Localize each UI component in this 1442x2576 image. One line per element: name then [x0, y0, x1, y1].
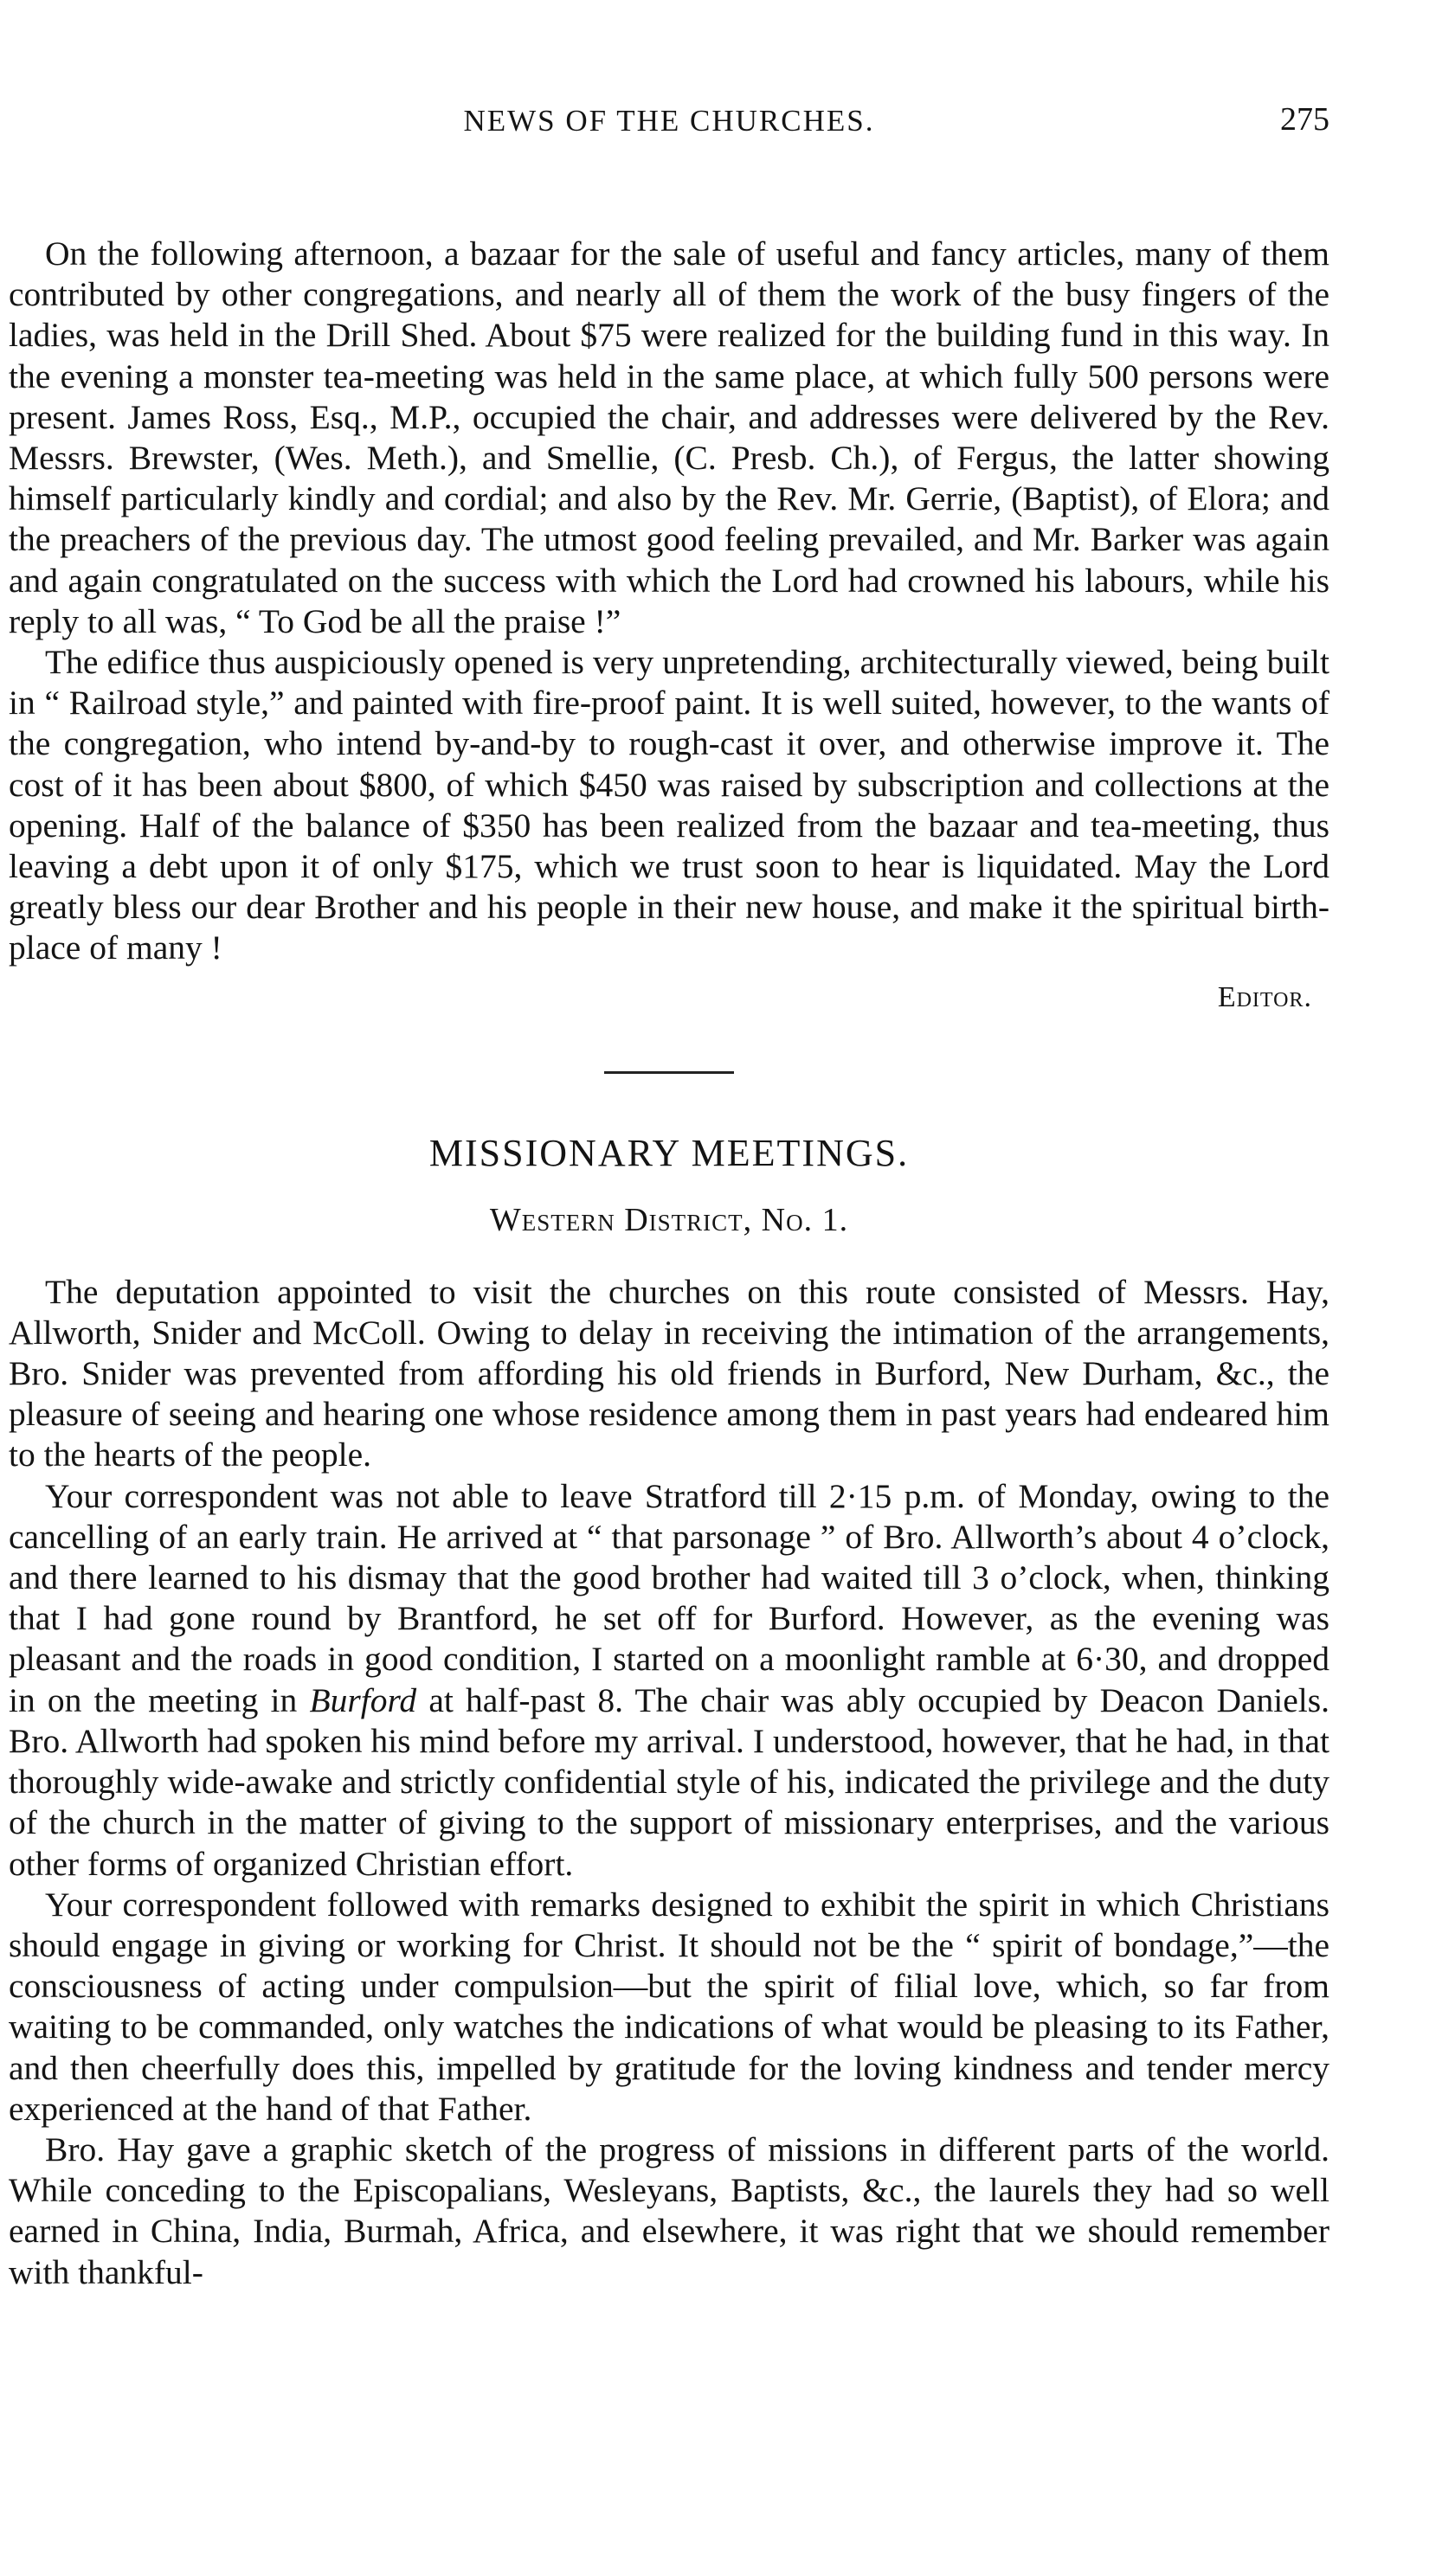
paragraph: Bro. Hay gave a graphic sketch of the progress of missions in different parts of the world. While conceding to the Episcopalians, Wesleyans, Baptists, &c., the laurels they had so well earned in China, India, Burmah, Africa, and elsewhere, it was right that we should remember with thankful- — [9, 2130, 1329, 2291]
page-number: 275 — [1280, 101, 1329, 138]
section-subtitle: Western District, No. 1. — [489, 1201, 849, 1238]
paragraph — [9, 1476, 1329, 1885]
article-missionary-meetings — [9, 1131, 1329, 2293]
section-title: MISSIONARY MEETINGS. — [428, 1131, 910, 1174]
place-name-italic: Burford — [309, 1680, 417, 1719]
paragraph-text: at half-past 8. The chair was ably occupied by Deacon Daniels. Bro. Allworth had spoken his mind before my arrival. I understood, however, that he had, in that thoroughly wide-awake and strictly confidential style of his, indicated the privilege and the duty of the church in the matter of giving to the support of missionary enterprises, and the various other forms of organized Christian effort. — [9, 1680, 1329, 1883]
running-head — [9, 0, 1329, 138]
paragraph-text: Your correspondent was not able to leave Stratford till 2·15 p.m. of Monday, owing to the cancelling of an early train. He arrived at “ that parsonage ” of Bro. Allworth’s about 4 o’clock, and there learned to his dismay that the good brother had waited till 3 o’clock, when, thinking that I had gone round by Brantford, he set off for Burford. However, as the evening was pleasant and the roads in good condition, I started on a moonlight ramble at 6·30, and dropped in on the meeting in — [9, 1476, 1329, 1719]
paragraph: The edifice thus auspiciously opened is very unpretending, architecturally viewed, being built in “ Railroad style,” and painted with fire-proof paint. It is well suited, however, to the wants of the congregation, who intend by-and-by to rough-cast it over, and otherwise improve it. The cost of it has been about $800, of which $450 was raised by subscription and collections at the opening. Half of the balance of $350 has been realized from the bazaar and tea-meeting, thus leaving a debt upon it of only $175, which we trust soon to hear is liquidated. May the Lord greatly bless our dear Brother and his people in their new house, and make it the spiritual birth-place of many ! — [9, 643, 1329, 967]
article-bazaar — [9, 234, 1329, 1014]
paragraph: The deputation appointed to visit the churches on this route consisted of Messrs. Hay, Allworth, Snider and McColl. Owing to delay in receiving the intimation of the arrangements, Bro. Snider was prevented from affording his old friends in Burford, New Durham, &c., the pleasure of seeing and hearing one whose residence among them in past years had endeared him to the hearts of the people. — [9, 1272, 1329, 1474]
editor-signature: Editor. — [1217, 980, 1312, 1013]
running-title: NEWS OF THE CHURCHES. — [463, 104, 875, 138]
paragraph: On the following afternoon, a bazaar for the sale of useful and fancy articles, many of them contributed by other congregations, and nearly all of them the work of the busy fingers of the ladies, was held in the Drill Shed. About $75 were realized for the building fund in this way. In the evening a monster tea-meeting was held in the same place, at which fully 500 persons were present. James Ross, Esq., M.P., occupied the chair, and addresses were delivered by the Rev. Messrs. Brewster, (Wes. Meth.), and Smellie, (C. Presb. Ch.), of Fergus, the latter showing himself particularly kindly and cordial; and also by the Rev. Mr. Gerrie, (Baptist), of Elora; and the preachers of the previous day. The utmost good feeling prevailed, and Mr. Barker was again and again congratulated on the success with which the Lord had crowned his labours, while his reply to all was, “ To God be all the praise !” — [9, 234, 1329, 640]
paragraph: Your correspondent followed with remarks designed to exhibit the spirit in which Christians should engage in giving or working for Christ. It should not be the “ spirit of bondage,”—the consciousness of acting under compulsion—but the spirit of filial love, which, so far from waiting to be commanded, only watches the indications of what would be pleasing to its Father, and then cheerfully does this, impelled by gratitude for the loving kindness and tender mercy experienced at the hand of that Father. — [9, 1885, 1329, 2128]
section-divider — [604, 1071, 734, 1074]
